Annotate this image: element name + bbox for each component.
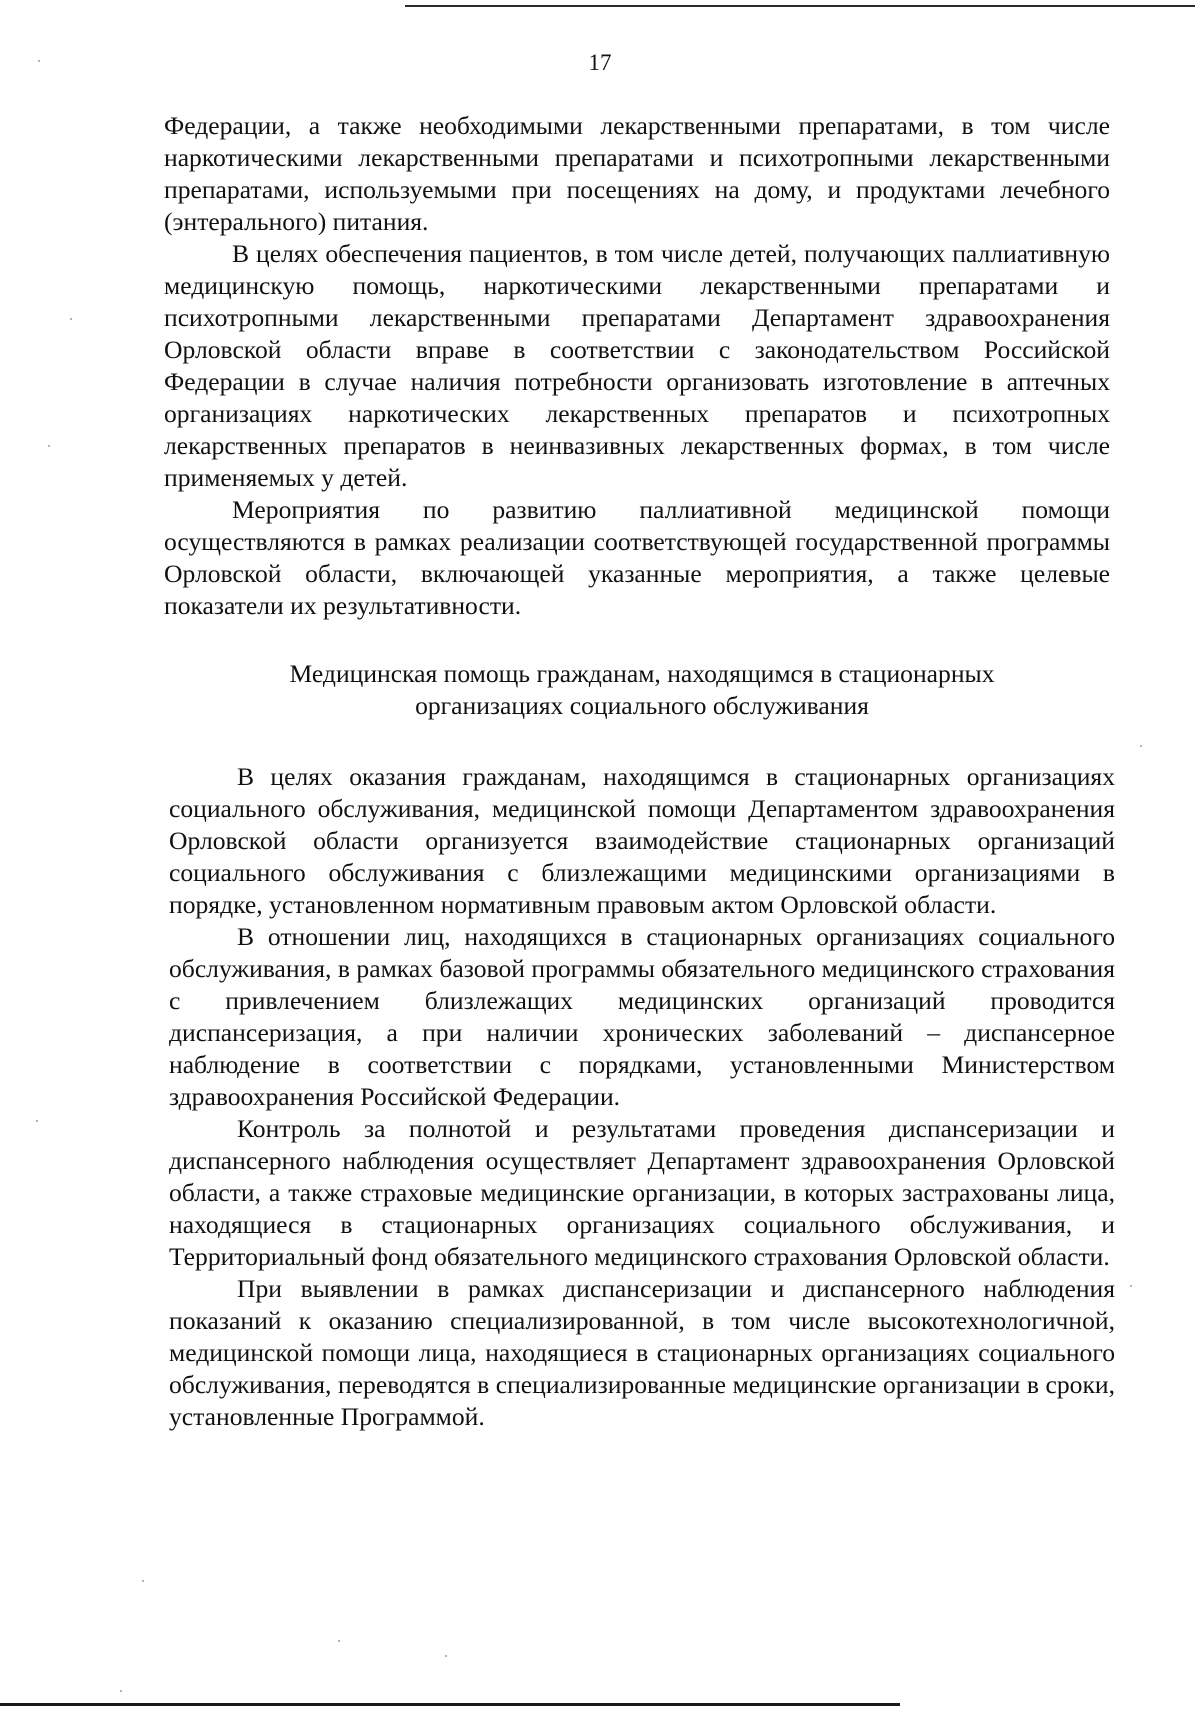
paragraph-transfer: При выявлении в рамках диспансеризации и диспансерного наблюдения показаний к оказанию специализированной, в том числе высокотехнологичной, медицинской помощи лица, находящиеся в стационарных организациях социального обслуживания, переводятся в специализированные медицинские организации в сроки, установленные Программой. xyxy=(169,1274,1115,1431)
paragraph-narcotic-drugs: В целях обеспечения пациентов, в том числе детей, получающих паллиативную медицинскую помощь, наркотическими лекарственными препаратами и психотропными лекарственными препаратами Департамент здравоохранения Орловской области вправе в соответствии с законодательством Российской Федерации в случае наличия потребности организовать изготовление в аптечных организациях наркотических лекарственных препаратов и психотропных лекарственных препаратов в неинвазивных лекарственных формах, в том числе применяемых у детей. xyxy=(164,239,1110,492)
page-number: 17 xyxy=(588,50,612,75)
paragraph-interaction: В целях оказания гражданам, находящимся в стационарных организациях социального обслуживания, медицинской помощи Департаментом здравоохранения Орловской области организуется взаимодействие стационарных организаций социального обслуживания с близлежащими медицинскими организациями в порядке, установленном нормативным правовым актом Орловской области. xyxy=(169,762,1115,919)
scan-speck xyxy=(70,318,72,320)
scan-speck xyxy=(48,445,50,447)
scan-speck xyxy=(1130,1285,1132,1287)
section-heading-line-2: организациях социального обслуживания xyxy=(415,691,869,720)
paragraph-dispensarization: В отношении лиц, находящихся в стационарных организациях социального обслуживания, в рамках базовой программы обязательного медицинского страхования с привлечением близлежащих медицинских организаций проводится диспансеризация, а при наличии хронических заболеваний – диспансерное наблюдение в соответствии с порядками, установленными Министерством здравоохранения Российской Федерации. xyxy=(169,922,1115,1111)
scan-speck xyxy=(1140,745,1142,747)
scan-edge-line-bottom xyxy=(0,1703,900,1706)
paragraph-control: Контроль за полнотой и результатами проведения диспансеризации и диспансерного наблюдения осуществляет Департамент здравоохранения Орловской области, а также страховые медицинские организации, в которых застрахованы лица, находящиеся в стационарных организациях социального обслуживания, и Территориальный фонд обязательного медицинского страхования Орловской области. xyxy=(169,1114,1115,1271)
paragraph-continuation: Федерации, а также необходимыми лекарственными препаратами, в том числе наркотическими лекарственными препаратами и психотропными лекарственными препаратами, используемыми при посещениях на дому, и продуктами лечебного (энтерального) питания. xyxy=(164,111,1110,236)
scan-edge-line-top xyxy=(405,5,1195,7)
text-block-bottom xyxy=(169,761,1115,1433)
scan-speck xyxy=(36,1120,38,1122)
scan-speck xyxy=(38,60,40,62)
section-heading xyxy=(169,658,1115,722)
scan-speck xyxy=(338,1640,340,1642)
scan-speck xyxy=(142,1580,144,1582)
text-block-top xyxy=(164,110,1110,622)
scan-speck xyxy=(445,1655,447,1657)
paragraph-palliative-program: Мероприятия по развитию паллиативной медицинской помощи осуществляются в рамках реализации соответствующей государственной программы Орловской области, включающей указанные мероприятия, а также целевые показатели их результативности. xyxy=(164,495,1110,620)
section-heading-line-1: Медицинская помощь гражданам, находящимся в стационарных xyxy=(289,659,995,688)
scan-speck xyxy=(120,1690,122,1692)
